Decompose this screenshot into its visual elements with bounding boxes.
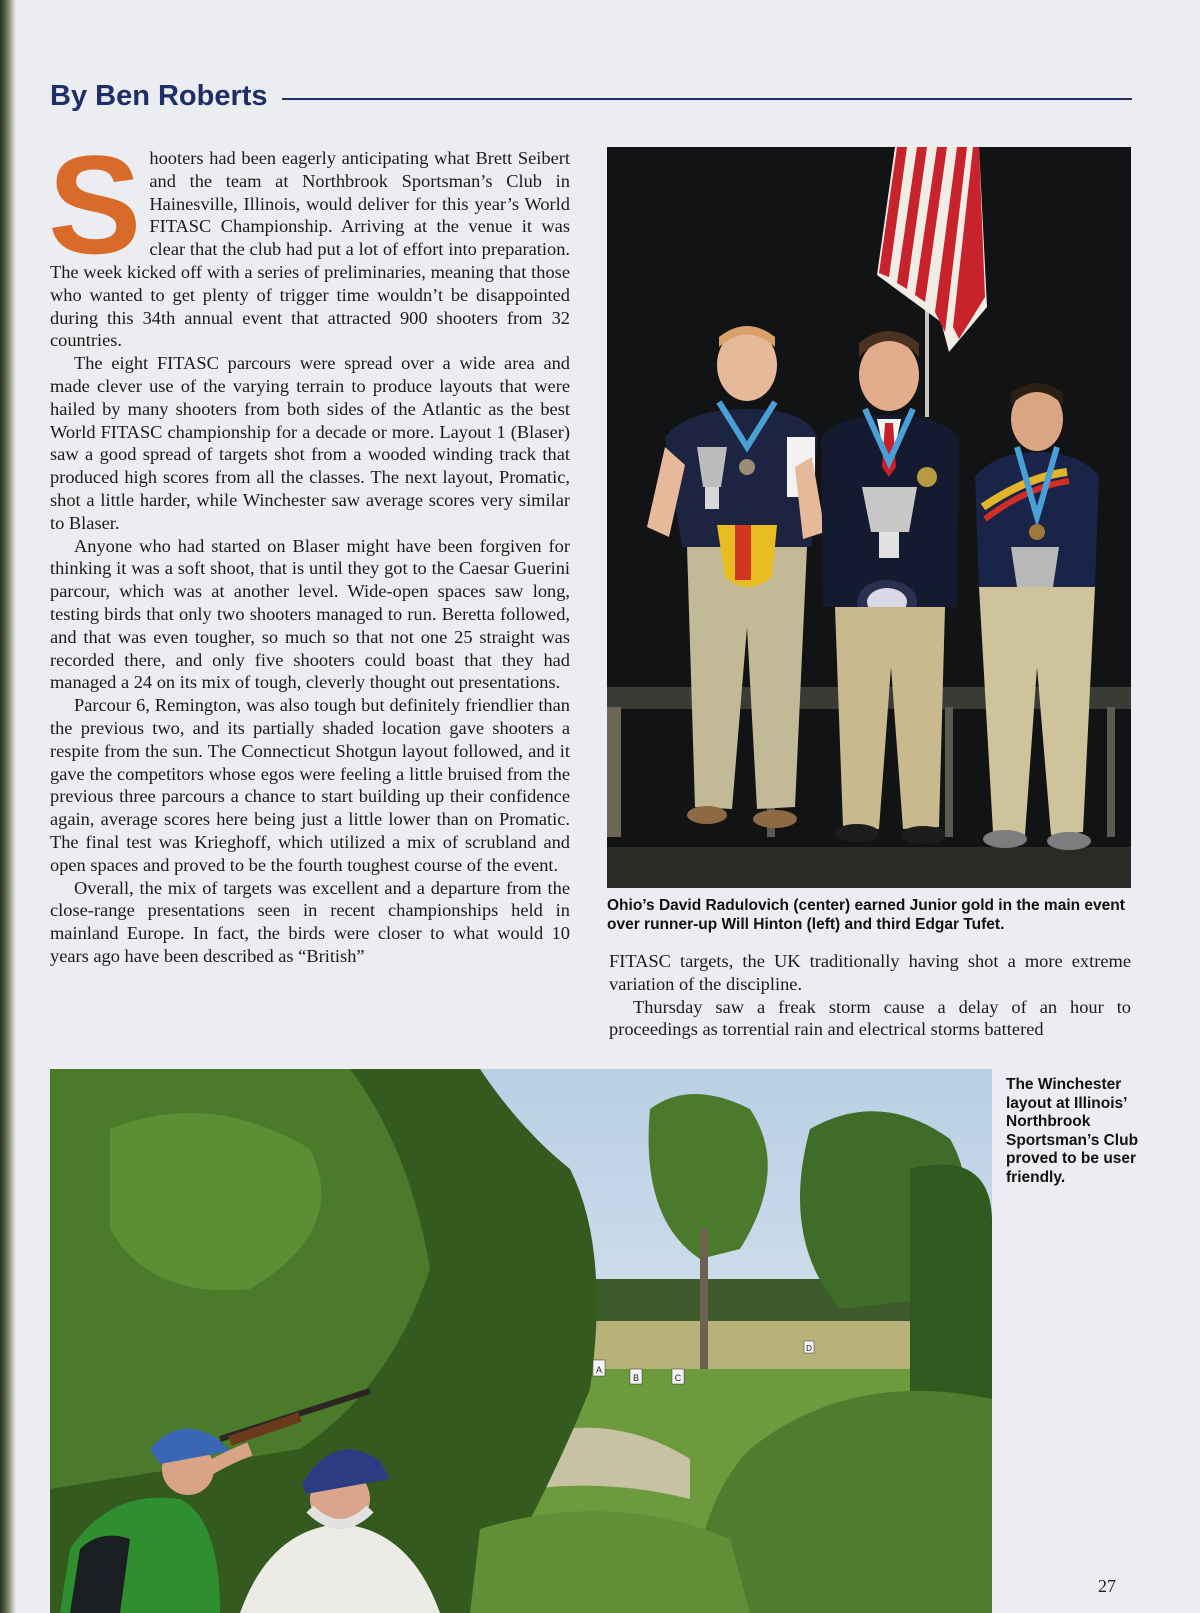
- article-paragraph: The eight FITASC parcours were spread over a wide area and made clever use of the varying terrain to produce layouts that were hailed by many shooters from both sides of the Atlantic as the best World FITASC championship for a decade or more. Layout 1 (Blaser) saw a good spread of targets shot from a wooded winding track that produced high scores from all the classes. The next layout, Promatic, shot a little harder, while Winchester saw average scores very similar to Blaser.: [50, 353, 570, 533]
- article-paragraph: Overall, the mix of targets was excellent and a departure from the close-range presentations seen in recent championships held in mainland Europe. In fact, the birds were closer to what would 10 years ago have been described as “British”: [50, 877, 570, 966]
- layout-photo-caption: The Winchester layout at Illinois’ Northbrook Sportsman’s Club proved to be user friendly.: [1006, 1076, 1139, 1186]
- trap-marker-b: [630, 1369, 642, 1384]
- svg-text:C: C: [674, 1373, 682, 1383]
- paragraph-text: hooters had been eagerly anticipating what Brett Seibert and the team at Northbrook Sportsman’s Club in Hainesville, Illinois, would deliver for this year’s World FITASC Championship. Arriving at the venue it was clear that the club had put a lot of effort into preparation. The week kicked off with a series of preliminaries, meaning that those who wanted to get plenty of trigger time wouldn’t be disappointed during this 34th annual event that attracted 900 shooters from 32 countries.: [50, 148, 570, 351]
- article-paragraph: Anyone who had started on Blaser might have been forgiven for thinking it was a soft shoot, that is until they got to the Caesar Guerini parcour, which was at another level. Wide-open spaces saw long, testing birds that only two shooters managed to run. Beretta followed, and that was even tougher, so much so that not one 25 straight was recorded there, and only five shooters could boast that they had managed a 24 on its mix of tough, cleverly thought out presentations.: [50, 535, 570, 693]
- trap-marker-d: [804, 1341, 814, 1353]
- byline-text: By Ben Roberts: [50, 79, 268, 112]
- page-binding-edge: [0, 0, 16, 1613]
- article-paragraph: Parcour 6, Remington, was also tough but definitely friendlier than the previous two, and its partially shaded location gave shooters a respite from the sun. The Connecticut Shotgun layout followed, and it gave the competitors whose egos were feeling a little bruised from the previous three parcours a chance to start building up their confidence again, average scores here being just a little lower than on Promatic. The final test was Krieghoff, which utilized a mix of scrubland and open spaces and proved to be the fourth toughest course of the event.: [50, 695, 570, 875]
- article-paragraph: [48, 126, 570, 352]
- drop-cap: S: [48, 126, 142, 283]
- podium-photo: [607, 147, 1131, 888]
- svg-text:B: B: [632, 1373, 640, 1383]
- trap-marker-c: [672, 1369, 684, 1384]
- svg-text:D: D: [806, 1344, 812, 1353]
- byline: [50, 76, 1132, 116]
- article-column-left: [48, 126, 570, 968]
- svg-text:A: A: [595, 1365, 603, 1375]
- trap-marker-a: [593, 1360, 605, 1376]
- article-paragraph: Thursday saw a freak storm cause a delay of an hour to proceedings as torrential rain and electrical storms battered: [609, 996, 1131, 1040]
- byline-rule: [282, 98, 1132, 100]
- page-number: 27: [1098, 1576, 1116, 1596]
- winchester-layout-photo: [50, 1069, 992, 1613]
- article-paragraph: FITASC targets, the UK traditionally having shot a more extreme variation of the discipline.: [609, 951, 1131, 994]
- article-column-right: [609, 950, 1131, 1041]
- podium-photo-caption: Ohio’s David Radulovich (center) earned Junior gold in the main event over runner-up Will Hinton (left) and third Edgar Tufet.: [607, 897, 1125, 933]
